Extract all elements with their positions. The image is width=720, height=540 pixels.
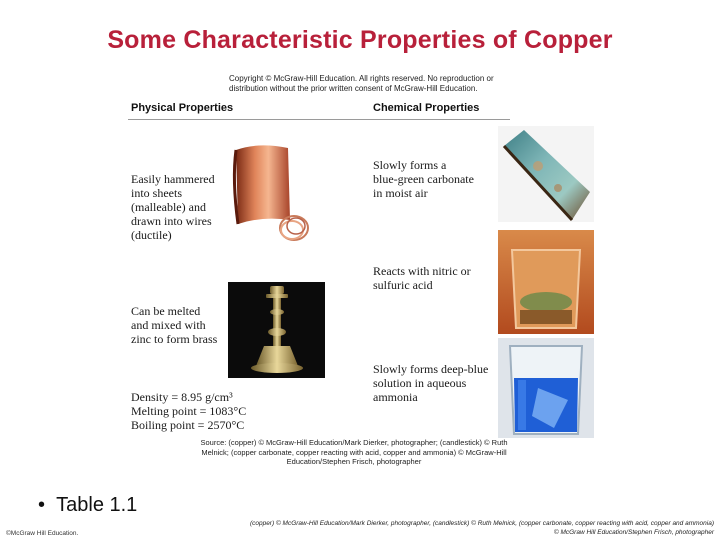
boiling-point-value: Boiling point = 2570°C [131, 418, 245, 432]
density-value: Density = 8.95 g/cm³ [131, 390, 233, 404]
header-rule [128, 119, 510, 120]
chemical-property-ammonia: Slowly forms deep-blue solution in aqueous ammonia [373, 362, 489, 404]
brass-candlestick-photo [228, 282, 325, 378]
copyright-notice [229, 74, 494, 94]
physical-property-malleable: Easily hammered into sheets (malleable) and drawn into wires (ductile) [131, 172, 215, 242]
slide-title: Some Characteristic Properties of Copper [107, 26, 613, 54]
footer-copyright: ©McGraw Hill Education. [6, 530, 79, 537]
chemical-properties-header: Chemical Properties [373, 102, 480, 114]
copyright-line: Copyright © McGraw-Hill Education. All rights reserved. No reproduction or [229, 74, 494, 83]
melting-point-value: Melting point = 1083°C [131, 404, 247, 418]
physical-values [131, 390, 246, 432]
copyright-line: distribution without the prior written consent of McGraw-Hill Education. [229, 84, 478, 93]
footer-photo-credits: (copper) © McGraw-Hill Education/Mark Dierker, photographer, (candlestick) © Ruth Melnick, (copper carbonate, copper reacting with acid, copper and ammonia) © McGraw Hill Education/Stephen Frisch, photographer [249, 520, 714, 536]
bullet-item [38, 494, 137, 517]
physical-property-brass: Can be melted and mixed with zinc to form brass [131, 304, 218, 346]
copper-sheet-and-wire-photo [228, 140, 318, 250]
copper-in-acid-photo [498, 230, 594, 334]
chemical-property-acid: Reacts with nitric or sulfuric acid [373, 264, 471, 292]
bullet-text: Table 1.1 [56, 494, 138, 516]
table-figure [128, 100, 512, 466]
table-source-note: Source: (copper) © McGraw-Hill Education/Mark Dierker, photographer; (candlestick) © Ruth Melnick; (copper carbonate, copper reacting with acid, copper and ammonia) © McGraw-Hill Education/Stephen Frisch, photographer [200, 438, 508, 466]
bullet-dot: • [38, 494, 57, 516]
physical-properties-header: Physical Properties [131, 102, 234, 114]
copper-ammonia-photo [498, 338, 594, 438]
copper-carbonate-photo [498, 126, 594, 222]
chemical-property-carbonate: Slowly forms a blue-green carbonate in moist air [373, 158, 474, 200]
